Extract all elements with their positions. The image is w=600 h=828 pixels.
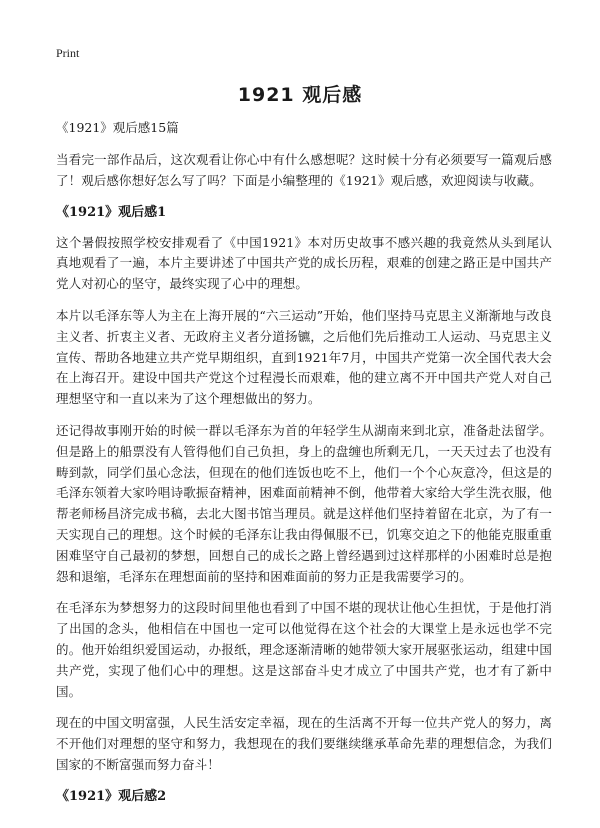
print-link[interactable]: Print	[56, 46, 80, 60]
page-title: 1921 观后感	[237, 84, 363, 106]
section1-paragraph-2: 本片以毛泽东等人为主在上海开展的“六三运动”开始，他们坚持马克思主义渐渐地与改良主义者、折衷主义者、无政府主义者分道扬镳，之后他们先后推动工人运动、马克思主义宣传、帮助各地建立共产党早期组织，直到1921年7月，中国共产党第一次全国代表大会在上海召开。建设中国共产党这个过程漫长而艰难，他的建立离不开中国共产党人对自己理想坚守和一直以来为了这个理想做出的努力。	[56, 307, 552, 407]
article-subtitle: 《1921》观后感15篇	[56, 120, 179, 135]
section1-paragraph-1: 这个暑假按照学校安排观看了《中国1921》本对历史故事不感兴趣的我竟然从头到尾认真地观看了一遍，本片主要讲述了中国共产党的成长历程，艰难的创建之路正是中国共产党人对初心的坚守，最终实现了心中的理想。	[56, 234, 552, 292]
intro-paragraph: 当看完一部作品后，这次观看让你心中有什么感想呢？这时候十分有必须要写一篇观后感了！观后感你想好怎么写了吗？下面是小编整理的《1921》观后感，欢迎阅读与收藏。	[56, 152, 552, 188]
article-body	[56, 118, 552, 817]
section1-paragraph-3: 还记得故事刚开始的时候一群以毛泽东为首的年轻学生从湖南来到北京，准备赴法留学。但是路上的船票没有人管得他们自己负担，身上的盘缠也所剩无几，一天天过去了也没有畴到款，同学们虽心念法，但现在的他们连饭也吃不上，他们一个个心灰意冷，但这是的毛泽东领着大家吟唱诗歌振奋精神，困难面前精神不倒，他带着大家给大学生洗衣服，他帮老师杨昌济完成书稿，去北大图书馆当理员。就是这样他们坚持着留在北京，为了有一天实现自己的理想。这个时候的毛泽东让我由得佩服不已，饥寒交迫之下的他能克服重重困难坚守自己最初的梦想，回想自己的成长之路上曾经遇到过这样那样的小困难时总是抱怨和退缩，毛泽东在理想面前的坚持和困难面前的努力正是我需要学习的。	[56, 422, 552, 584]
section1-paragraph-4: 在毛泽东为梦想努力的这段时间里他也看到了中国不堪的现状让他心生担忧，于是他打消了出国的念头，他相信在中国也一定可以他觉得在这个社会的大课堂上是永远也学不完的。他开始组织爱国运动，办报纸，理念逐渐清晰的她带领大家开展驱张运动，组建中国共产党，实现了他们心中的理想。这是这部奋斗史才成立了中国共产党，也才有了新中国。	[56, 600, 552, 699]
section1-paragraph-5: 现在的中国文明富强，人民生活安定幸福，现在的生活离不开每一位共产党人的努力，离不开他们对理想的坚守和努力，我想现在的我们要继续继承革命先辈的理想信念，为我们国家的不断富强而努力奋斗！	[56, 715, 552, 772]
section-heading-1: 《1921》观后感1	[56, 204, 167, 220]
section-heading-2: 《1921》观后感2	[56, 788, 167, 804]
